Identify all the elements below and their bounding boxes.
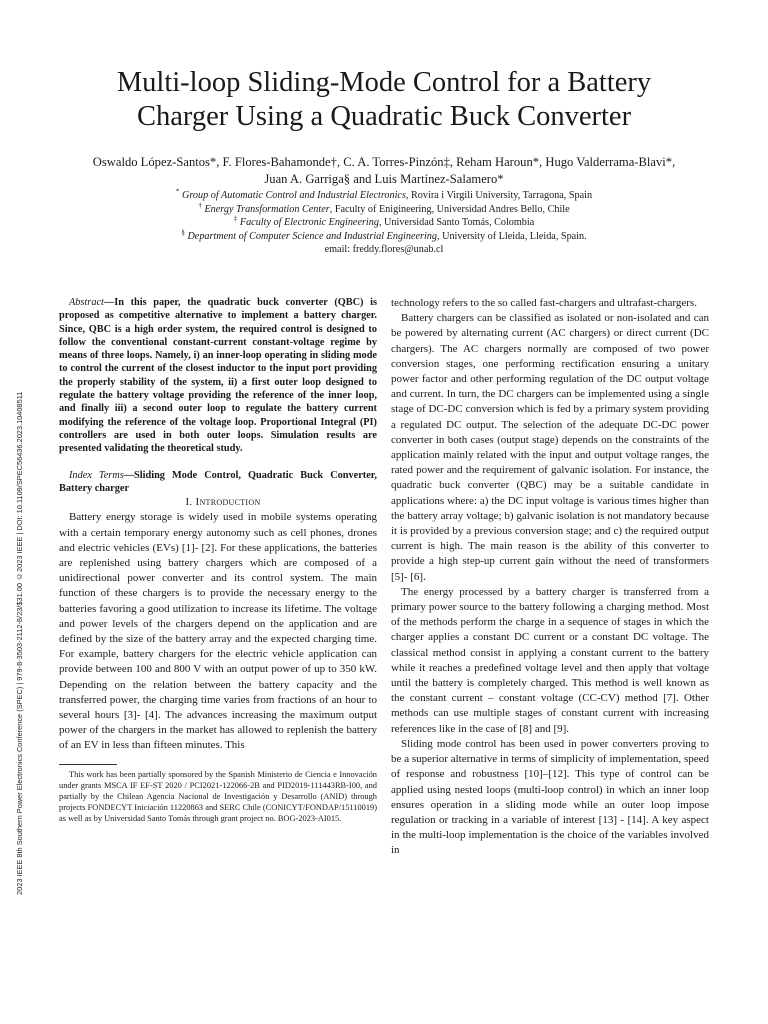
paper-title xyxy=(60,66,708,134)
left-column xyxy=(59,296,377,825)
authors-line-2: Juan A. Garriga§ and Luis Martínez-Salamero* xyxy=(264,172,504,186)
index-terms-label: Index Terms xyxy=(69,469,124,481)
abstract-text: —In this paper, the quadratic buck converter (QBC) is proposed as competitive alternative to implement a battery charger. Since, QBC is a high order system, the required control is designed to follow the conventional constant-current constant-voltage regime by means of three loops. Namely, i) an inner-loop operating in sliding mode to control the current of the closest inductor to the input port providing the properly stability of the system, ii) a first outer loop designed to regulate the battery voltage providing the reference of the inner loop, and finally iii) a second outer loop to regulate the battery current modifying the reference of the voltage loop. Proportional Integral (PI) controllers are used in both outer loops. Simulation results are presented validating the theoretical study. xyxy=(59,297,377,455)
affiliation-1: * Group of Automatic Control and Industrial Electronics, Rovira i Virgili University, Tarragona, Spain xyxy=(175,187,593,201)
affiliation-2: † Energy Transformation Center, Faculty of Enigineering, Universidad Andres Bello, Chile xyxy=(198,201,570,215)
body-paragraph: The energy processed by a battery charger is transferred from a primary power source to the battery following a charging method. Most of the methods perform the charge in a sequence of stages in which the charger applies a constant DC current or a constant DC voltage. The classical method consist in applying a constant current to the battery while it reaches a predefined voltage level and then apply that voltage until the battery is completely charged. This method is well known as the constant current – constant voltage (CC-CV) method [7]. Other methods can use multiple stages of constant current with increasing references like in the case of [8] and [9]. xyxy=(391,585,709,735)
section-heading-introduction: I. Introduction xyxy=(185,496,261,509)
contact-email: email: freddy.flores@unab.cl xyxy=(324,244,444,256)
index-terms xyxy=(59,469,377,496)
body-paragraph: technology refers to the so called fast-chargers and ultrafast-chargers. xyxy=(391,297,697,309)
title-line-1: Multi-loop Sliding-Mode Control for a Battery xyxy=(116,67,652,98)
right-column xyxy=(391,296,709,859)
funding-footnote: This work has been partially sponsored by the Spanish Ministerio de Ciencia e Innovación under grants MSCA IF EF-ST 2020 / PCI2021-122066-2B and PID2019-111443RB-I00, and partially by the Chilean Agencia Nacional de Investigación y Desarrollo (ANID) through projects FONDECYT Iniciación 11220863 and SERC Chile (CONICYT/FONDAP/15110019) as well as by Universidad Santo Tomás through grant project no. BOG-2023-AI015. xyxy=(59,769,377,824)
affiliations xyxy=(40,189,728,257)
abstract-label: Abstract xyxy=(69,297,104,308)
body-paragraph: Battery chargers can be classified as isolated or non-isolated and can be powered by alternating current (AC chargers) or direct current (DC chargers). The AC chargers normally are composed of two power conversion stages, one performing rectification ensuring a unitary power factor and other performing regulation of the DC output voltage and current. In turn, the DC chargers can be implemented using a single stage of DC-DC conversion which is fed by a primary system providing a regulated DC output. The selection of the adequate DC-DC power converter in both cases (output stage) depends on the constraints of the application mainly related with the input and output voltage ranges, the rated power and the requirement of galvanic isolation. For instance, the quadratic buck converter (QBC) may be a suitable candidate in applications where: a) the DC input voltage is various times higher than the battery array voltage; b) galvanic isolation is not mandatory because it is provided by a previous conversion stage; and c) the required output current is high. The main reason is the ability of this converter to provide a high step-up current gain without the need of transformers [5]- [6]. xyxy=(391,312,709,583)
footnote-divider xyxy=(59,764,117,765)
title-line-2: Charger Using a Quadratic Buck Converter xyxy=(136,101,632,132)
abstract xyxy=(59,296,377,456)
affiliation-4: § Department of Computer Science and Industrial Engineering, University of Lleida, Lleida, Spain. xyxy=(181,228,587,242)
body-paragraph: Battery energy storage is widely used in mobile systems operating with a certain temporary energy autonomy such as cell phones, drones and electric vehicles (EVs) [1]- [2]. For these applications, the batteries are replenished using battery chargers which are composed of a unidirectional power converter and its control system. The main function of these chargers is to provide the necessary energy to the batteries favoring a good utilization to increase its lifetime. The voltage and power levels of the chargers depend on the application and are defined by the size of the battery array and the expected charging time. For example, battery chargers for the electric vehicle application can provide between 100 and 800 V with an output power of up to 350 kW. Depending on the relation between the battery capacity and the transferred power, the charging time varies from fractions of an hour to several hours [3]- [4]. The advances increasing the maximum output power of the chargers in the market has allowed to replenish the battery of an EV in less than fifteen minutes. This xyxy=(59,511,377,752)
doi-sidebar: 2023 IEEE 8th Southern Power Electronics Conference (SPEC) | 979-8-3503-2112-8/23/$31.00 ©2023 IEEE | DOI: 10.1109/SPEC56436.2023.10408511 xyxy=(15,391,24,895)
affiliation-3: ‡ Faculty of Electronic Engineering, Universidad Santo Tomás, Colombia xyxy=(233,214,535,229)
author-list xyxy=(40,154,728,188)
authors-line-1: Oswaldo López-Santos*, F. Flores-Bahamonde†, C. A. Torres-Pinzón‡, Reham Haroun*, Hugo Valderrama-Blavi*, xyxy=(92,155,676,169)
index-terms-text: —Sliding Mode Control, Quadratic Buck Converter, Battery charger xyxy=(59,469,377,494)
body-paragraph: Sliding mode control has been used in power converters proving to be a superior alternative in terms of simplicity of implementation, speed of response and robustness [10]–[12]. This type of control can be applied using nested loops (multi-loop control) in which an inner loop ensures operation in a sliding mode while an outer loop impose regulation or tracking in a variable of interest [13] - [14]. A key aspect in the multi-loop implementation is the choice of the variables involved in xyxy=(391,737,709,857)
